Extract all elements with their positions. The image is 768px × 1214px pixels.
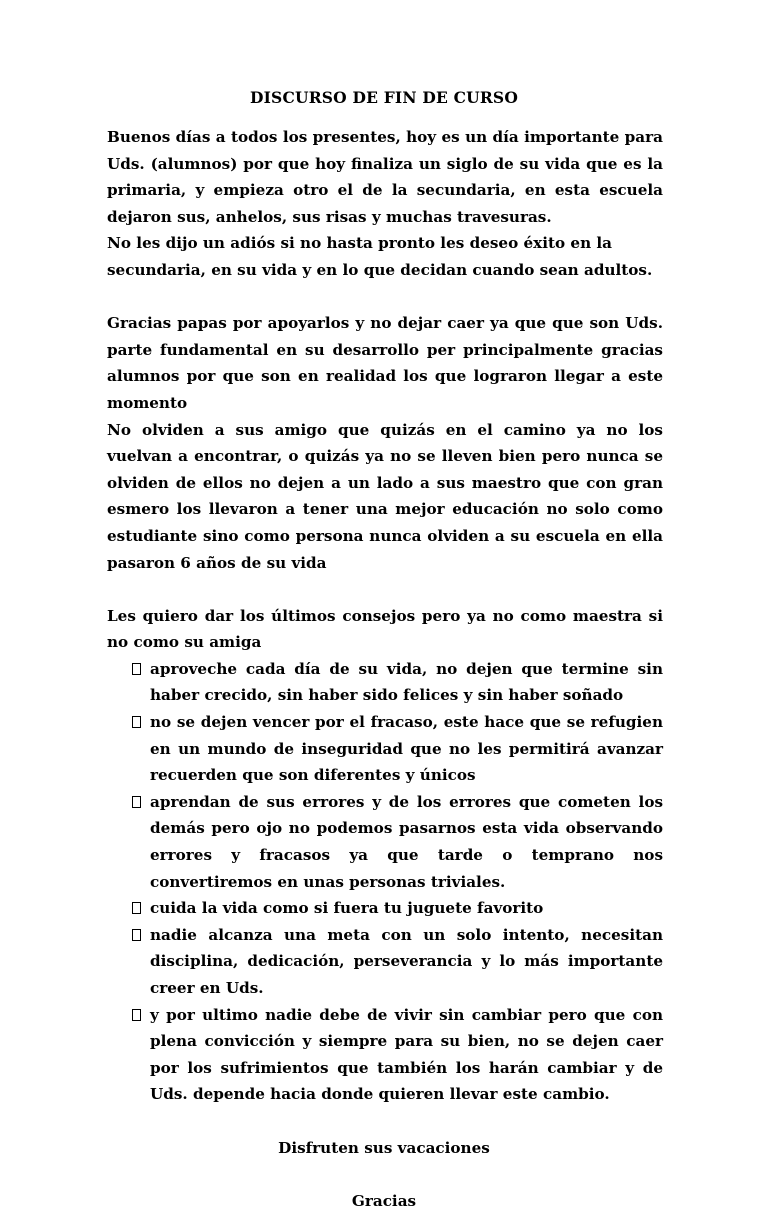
- box-outline-icon: [132, 895, 144, 922]
- box-outline-icon: [132, 789, 144, 816]
- list-item: [107, 1002, 663, 1108]
- list-item-label: aproveche cada día de su vida, no dejen que termine sin haber crecido, sin haber sido felices y sin haber soñado: [150, 659, 663, 705]
- paragraph-thanks-parents: Gracias papas por apoyarlos y no dejar caer ya que que son Uds. parte fundamental en su desarrollo per principalmente gracias alumnos por que son en realidad los que lograron llegar a este momento: [107, 314, 663, 412]
- paragraph-advice-intro: Les quiero dar los últimos consejos pero ya no como maestra si no como su amiga: [107, 606, 663, 652]
- list-item: [107, 656, 663, 709]
- paragraph-remember-friends: No olviden a sus amigo que quizás en el camino ya no los vuelvan a encontrar, o quizás ya no se lleven bien pero nunca se olviden de ellos no dejen a un lado a sus maestro que con gran esmero los llevaron a tener una mejor educación no solo como estudiante sino como persona nunca olviden a su escuela en ella pasaron 6 años de su vida: [107, 420, 663, 572]
- list-item-label: no se dejen vencer por el fracaso, este hace que se refugien en un mundo de inseguridad que no les permitirá avanzar recuerden que son diferentes y únicos: [150, 713, 663, 785]
- closing-line-vacations: Disfruten sus vacaciones: [278, 1138, 490, 1157]
- list-item: [107, 895, 663, 922]
- list-item: [107, 922, 663, 1002]
- list-item-label: aprendan de sus errores y de los errores que cometen los demás pero ojo no podemos pasarnos esta vida observando errores y fracasos ya que tarde o temprano nos convertiremos en unas personas triviales.: [150, 792, 663, 891]
- list-item-label: nadie alcanza una meta con un solo intento, necesitan disciplina, dedicación, perseverancia y lo más importante creer en Uds.: [150, 925, 663, 997]
- paragraph-greeting: Buenos días a todos los presentes, hoy es un día importante para Uds. (alumnos) por que hoy finaliza un siglo de su vida que es la primaria, y empieza otro el de la secundaria, en esta escuela dejaron sus, anhelos, sus risas y muchas travesuras.: [107, 128, 663, 226]
- list-item-label: y por ultimo nadie debe de vivir sin cambiar pero que con plena convicción y siempre para su bien, no se dejen caer por los sufrimientos que también los harán cambiar y de Uds. depende hacia donde quieren llevar este cambio.: [150, 1005, 663, 1104]
- closing-spacer-1: [107, 1108, 663, 1135]
- list-item: [107, 709, 663, 789]
- box-outline-icon: [132, 709, 144, 736]
- paragraph-farewell: No les dijo un adiós si no hasta pronto les deseo éxito en la secundaria, en su vida y en lo que decidan cuando sean adultos.: [107, 234, 653, 279]
- page-title: DISCURSO DE FIN DE CURSO: [249, 88, 519, 107]
- box-outline-icon: [132, 656, 144, 683]
- list-item-label: cuida la vida como si fuera tu juguete favorito: [150, 899, 544, 918]
- closing-line-thanks: Gracias: [351, 1191, 417, 1210]
- paragraph-spacer-2: [107, 576, 663, 603]
- closing-spacer-2: [107, 1161, 663, 1188]
- box-outline-icon: [132, 1002, 144, 1029]
- document-body: [107, 88, 663, 1214]
- advice-bullet-list: [107, 656, 663, 1108]
- box-outline-icon: [132, 922, 144, 949]
- paragraph-spacer-1: [107, 284, 663, 311]
- list-item: [107, 789, 663, 895]
